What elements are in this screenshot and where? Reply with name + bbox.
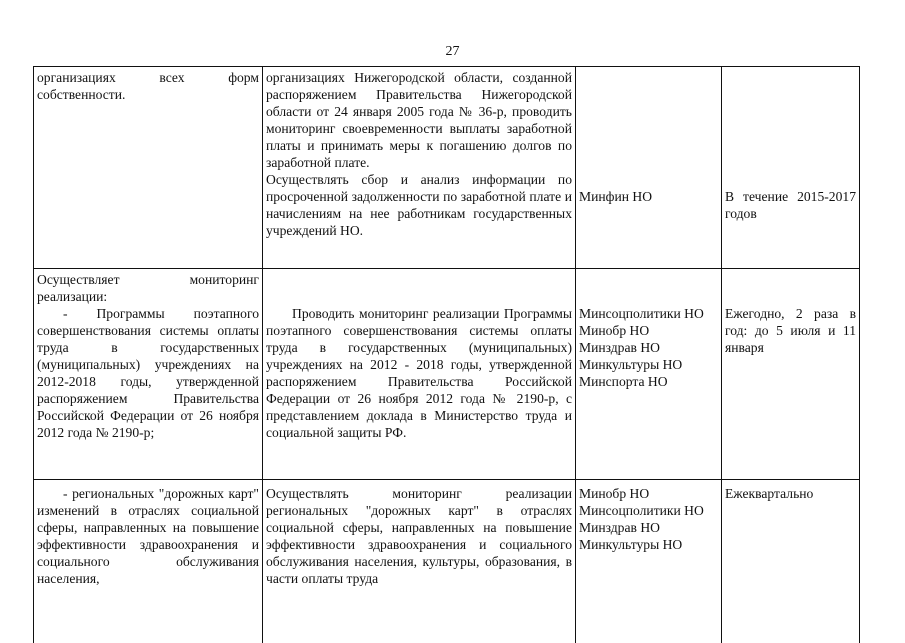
- measure-cell: [34, 67, 263, 269]
- deadline-cell: [722, 67, 860, 269]
- table-row: [34, 67, 860, 269]
- action-cell: [263, 67, 576, 269]
- deadline-text: В течение 2015-2017 годов: [725, 188, 856, 222]
- deadline-cell: [722, 269, 860, 480]
- responsible-cell: [576, 269, 722, 480]
- deadline-text: Ежегодно, 2 раза в год: до 5 июля и 11 января: [725, 305, 856, 356]
- action-text: Проводить мониторинг реализации Программы поэтапного совершенствования системы оплаты труда в государственных (муниципальных) учреждениях на 2012 - 2018 годы, утвержденной распоряжением Правительства Российской Федерации от 26 ноября 2012 года № 2190-р, с представлением доклада в Министерство труда и социальной защиты РФ.: [266, 305, 572, 441]
- responsible-text: Минздрав НО: [579, 339, 718, 356]
- table-row: [34, 269, 860, 480]
- responsible-text: Минспорта НО: [579, 373, 718, 390]
- responsible-text: Минсоцполитики НО: [579, 502, 718, 519]
- action-cell: [263, 480, 576, 643]
- responsible-text: Минфин НО: [579, 188, 718, 205]
- action-text: Осуществлять сбор и анализ информации по просроченной задолженности по заработной плате и начислениям на нее работникам государственных учреждений НО.: [266, 171, 572, 239]
- responsible-text: Минобр НО: [579, 322, 718, 339]
- measure-text: - региональных "дорожных карт" изменений в отраслях социальной сферы, направленных на повышение эффективности здравоохранения и социального обслуживания населения,: [37, 485, 259, 587]
- measures-table: [33, 66, 860, 643]
- measure-text: - Программы поэтапного совершенствования системы оплаты труда в государственных (муниципальных) учреждениях на 2012-2018 годы, утвержденной распоряжением Правительства Российской Федерации от 26 ноября 2012 года № 2190-р;: [37, 305, 259, 441]
- action-cell: [263, 269, 576, 480]
- deadline-text: Ежеквартально: [725, 485, 856, 502]
- responsible-cell: [576, 67, 722, 269]
- responsible-text: Минобр НО: [579, 485, 718, 502]
- responsible-text: Минкультуры НО: [579, 536, 718, 553]
- measure-text: Осуществляет мониторинг реализации:: [37, 271, 259, 305]
- measure-text: организациях всех форм собственности.: [37, 69, 259, 103]
- action-text: организациях Нижегородской области, созданной распоряжением Правительства Нижегородской области от 24 января 2005 года № 36-р, проводить мониторинг своевременности выплаты заработной платы и принимать меры к погашению долгов по заработной плате.: [266, 69, 572, 171]
- measure-cell: [34, 480, 263, 643]
- table-row: [34, 480, 860, 643]
- responsible-cell: [576, 480, 722, 643]
- action-text: Осуществлять мониторинг реализации региональных "дорожных карт" в отраслях социальной сферы, направленных на повышение эффективности здравоохранения и социального обслуживания населения, культуры, образования, в части оплаты труда: [266, 485, 572, 587]
- page-number: 27: [0, 44, 905, 60]
- responsible-text: Минкультуры НО: [579, 356, 718, 373]
- measure-cell: [34, 269, 263, 480]
- responsible-text: Минсоцполитики НО: [579, 305, 718, 322]
- deadline-cell: [722, 480, 860, 643]
- responsible-text: Минздрав НО: [579, 519, 718, 536]
